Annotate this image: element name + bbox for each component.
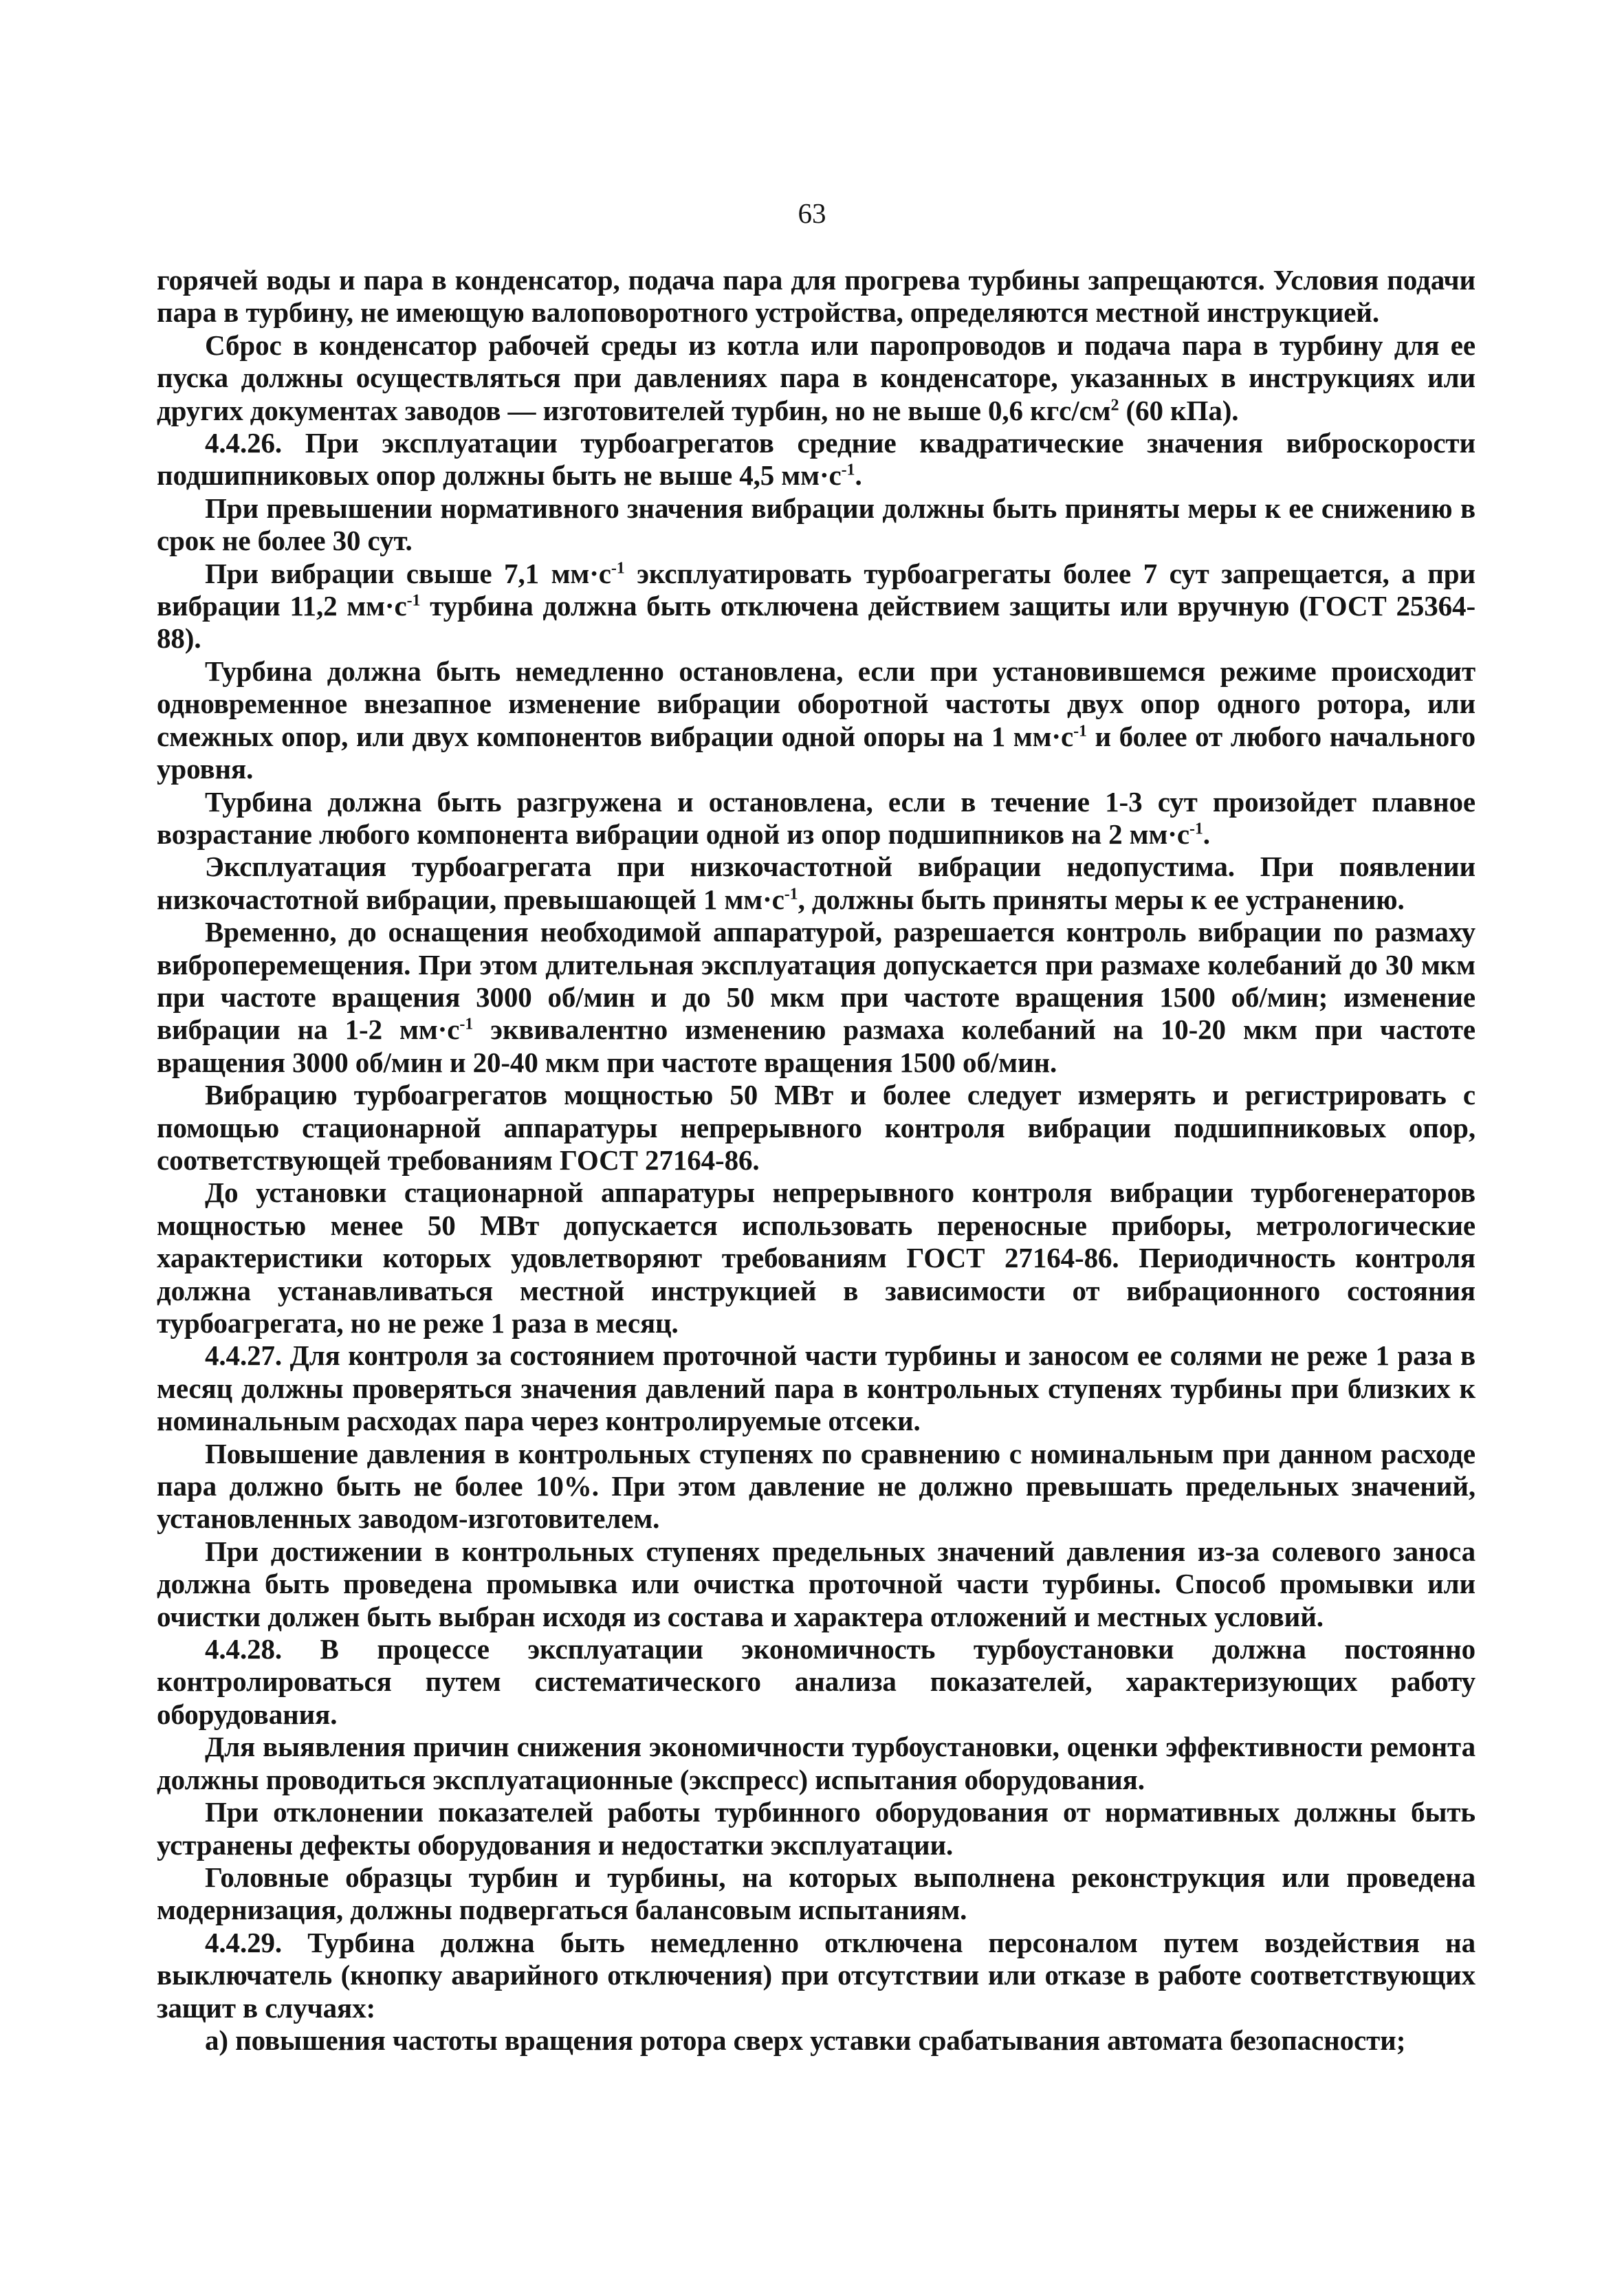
paragraph: Турбина должна быть разгружена и остановлена, если в течение 1-3 сут произойдет плавное возрастание любого компонента вибрации одной из опор подшипников на 2 $мм\cdot с^{-1}$.	[157, 785, 1475, 850]
paragraph: горячей воды и пара в конденсатор, подача пара для прогрева турбины запрещаются. Условия подачи пара в турбину, не имеющую валоповоротного устройства, определяются местной инструкцией.	[157, 264, 1475, 329]
paragraph: Эксплуатация турбоагрегата при низкочастотной вибрации недопустима. При появлении низкочастотной вибрации, превышающей 1 $мм\cdot с^{-1}$, должны быть приняты меры к ее устранению.	[157, 851, 1475, 915]
paragraph: До установки стационарной аппаратуры непрерывного контроля вибрации турбогенераторов мощностью менее 50 МВт допускается использовать переносные приборы, метрологические характеристики которых удовлетворяют требованиям ГОСТ 27164-86. Периодичность контроля должна устанавливаться местной инструкцией в зависимости от вибрационного состояния турбоагрегата, но не реже 1 раза в месяц.	[157, 1177, 1475, 1339]
paragraph-section-4-4-26: 4.4.26. При эксплуатации турбоагрегатов средние квадратические значения виброскорости подшипниковых опор должны быть не выше 4,5 $мм\cdot с^{-1}$.	[157, 427, 1475, 492]
paragraph: Для выявления причин снижения экономичности турбоустановки, оценки эффективности ремонта должны проводиться эксплуатационные (экспресс) испытания оборудования.	[157, 1731, 1475, 1795]
paragraph: Сброс в конденсатор рабочей среды из котла или паропроводов и подача пара в турбину для ее пуска должны осуществляться при давлениях пара в конденсаторе, указанных в инструкциях или других документах заводов — изготовителей турбин, но не выше 0,6 кгс/$см^2$ (60 кПа).	[157, 329, 1475, 426]
paragraph-section-4-4-29: 4.4.29. Турбина должна быть немедленно отключена персоналом путем воздействия на выключатель (кнопку аварийного отключения) при отсутствии или отказе в работе соответствующих защит в случаях:	[157, 1926, 1475, 2024]
paragraph-section-4-4-28: 4.4.28. В процессе эксплуатации экономичность турбоустановки должна постоянно контролироваться путем систематического анализа показателей, характеризующих работу оборудования.	[157, 1633, 1475, 1730]
paragraph: При достижении в контрольных ступенях предельных значений давления из-за солевого заноса должна быть проведена промывка или очистка проточной части турбины. Способ промывки или очистки должен быть выбран исходя из состава и характера отложений и местных условий.	[157, 1535, 1475, 1632]
paragraph: Вибрацию турбоагрегатов мощностью 50 МВт и более следует измерять и регистрировать с помощью стационарной аппаратуры непрерывного контроля вибрации подшипниковых опор, соответствующей требованиям ГОСТ 27164-86.	[157, 1079, 1475, 1176]
paragraph: Турбина должна быть немедленно остановлена, если при установившемся режиме происходит одновременное внезапное изменение вибрации оборотной частоты двух опор одного ротора, или смежных опор, или двух компонентов вибрации одной опоры на 1 $мм\cdot с^{-1}$ и более от любого начального уровня.	[157, 655, 1475, 785]
page-number: 63	[798, 197, 826, 229]
paragraph: Головные образцы турбин и турбины, на которых выполнена реконструкция или проведена модернизация, должны подвергаться балансовым испытаниям.	[157, 1861, 1475, 1926]
paragraph-section-4-4-27: 4.4.27. Для контроля за состоянием проточной части турбины и заносом ее солями не реже 1 раза в месяц должны проверяться значения давлений пара в контрольных ступенях турбины при близких к номинальным расходах пара через контролируемые отсеки.	[157, 1340, 1475, 1437]
paragraph: Повышение давления в контрольных ступенях по сравнению с номинальным при данном расходе пара должно быть не более 10%. При этом давление не должно превышать предельных значений, установленных заводом-изготовителем.	[157, 1437, 1475, 1535]
paragraph: При отклонении показателей работы турбинного оборудования от нормативных должны быть устранены дефекты оборудования и недостатки эксплуатации.	[157, 1796, 1475, 1861]
paragraph: При превышении нормативного значения вибрации должны быть приняты меры к ее снижению в срок не более 30 сут.	[157, 492, 1475, 557]
list-item: а) повышения частоты вращения ротора сверх уставки срабатывания автомата безопасности;	[205, 2024, 1406, 2056]
body-text	[157, 264, 1475, 2057]
paragraph: Временно, до оснащения необходимой аппаратурой, разрешается контроль вибрации по размаху виброперемещения. При этом длительная эксплуатация допускается при размахе колебаний до 30 мкм при частоте вращения 3000 об/мин и до 50 мкм при частоте вращения 1500 об/мин; изменение вибрации на 1-2 $мм\cdot с^{-1}$ эквивалентно изменению размаха колебаний на 10-20 мкм при частоте вращения 3000 об/мин и 20-40 мкм при частоте вращения 1500 об/мин.	[157, 916, 1475, 1078]
paragraph: При вибрации свыше 7,1 $мм\cdot с^{-1}$ эксплуатировать турбоагрегаты более 7 сут запрещается, а при вибрации 11,2 $мм\cdot с^{-1}$ турбина должна быть отключена действием защиты или вручную (ГОСТ 25364-88).	[157, 557, 1475, 655]
